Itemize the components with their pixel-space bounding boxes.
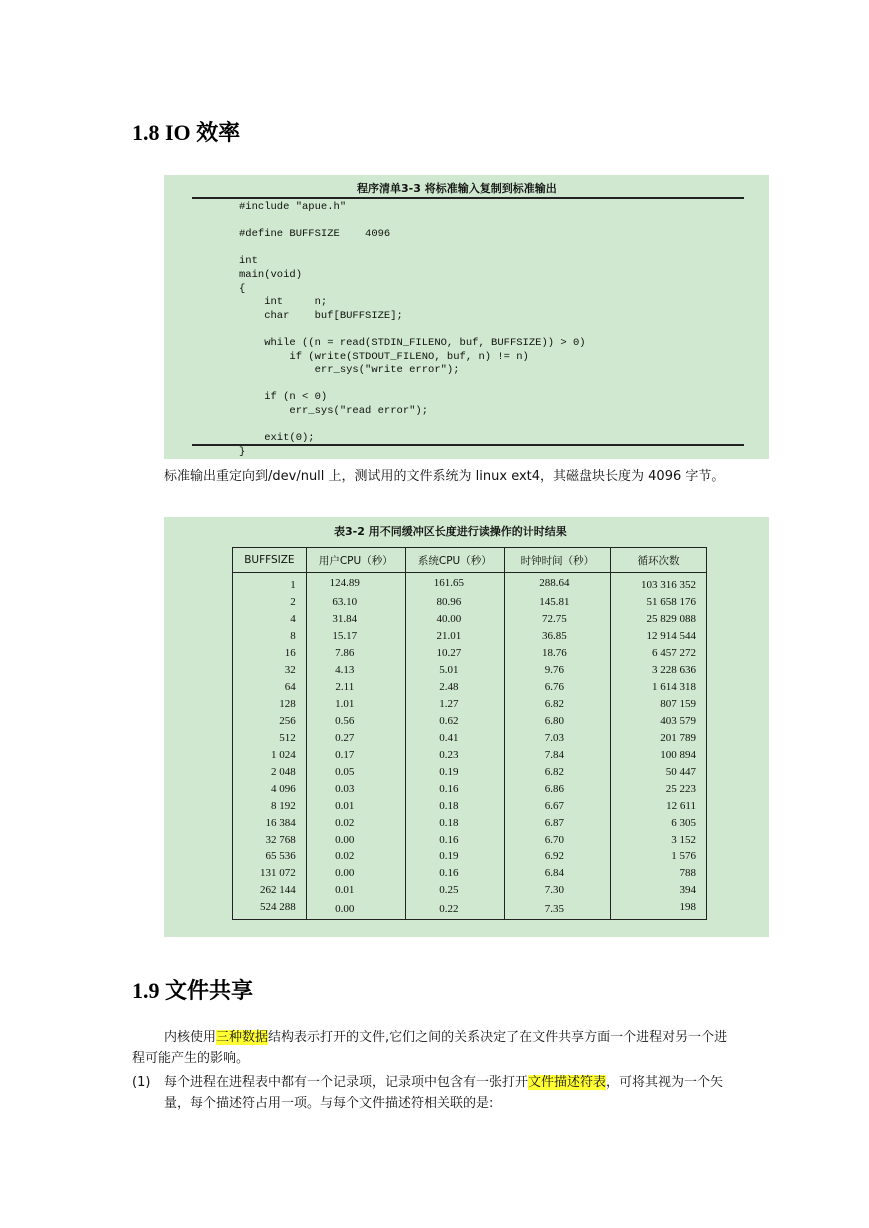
- table-cell: 3 228 636: [610, 662, 706, 679]
- table-cell: 6.84: [504, 865, 610, 882]
- highlighted-term: 文件描述符表: [528, 1075, 607, 1090]
- column-header: BUFFSIZE: [233, 548, 307, 573]
- code-line: char buf[BUFFSIZE];: [239, 309, 403, 322]
- table-cell: 201 789: [610, 729, 706, 746]
- table-cell: 12 611: [610, 797, 706, 814]
- table-cell: 0.16: [405, 865, 504, 882]
- table-row: [233, 713, 707, 730]
- table-cell: 6.70: [504, 831, 610, 848]
- table-row: [233, 763, 707, 780]
- table-row: [233, 594, 707, 611]
- table-cell: 0.16: [405, 780, 504, 797]
- table-cell: 4 096: [233, 780, 307, 797]
- table-cell: 7.03: [504, 729, 610, 746]
- table-cell: 0.03: [306, 780, 405, 797]
- table-cell: 18.76: [504, 645, 610, 662]
- table-body: [233, 573, 707, 920]
- listing-bottom-rule: [192, 444, 744, 446]
- table-cell: 50 447: [610, 763, 706, 780]
- column-header: 时钟时间（秒）: [504, 548, 610, 573]
- table-cell: 12 914 544: [610, 628, 706, 645]
- table-cell: 131 072: [233, 865, 307, 882]
- table-cell: 2.48: [405, 679, 504, 696]
- table-cell: 256: [233, 713, 307, 730]
- table-cell: 63.10: [306, 594, 405, 611]
- list-item-text: 每个进程在进程表中都有一个记录项，记录项中包含有一张打开: [164, 1075, 529, 1090]
- table-cell: 5.01: [405, 662, 504, 679]
- table-cell: 128: [233, 696, 307, 713]
- timing-table: [232, 547, 707, 920]
- table-cell: 0.23: [405, 746, 504, 763]
- table-row: [233, 573, 707, 594]
- table-cell: 145.81: [504, 594, 610, 611]
- table-cell: 21.01: [405, 628, 504, 645]
- code-listing-figure: [164, 175, 769, 459]
- table-row: [233, 865, 707, 882]
- table-cell: 0.22: [405, 899, 504, 919]
- column-header: 系统CPU（秒）: [405, 548, 504, 573]
- table-header-row: [233, 548, 707, 573]
- table-cell: 100 894: [610, 746, 706, 763]
- table-cell: 0.00: [306, 899, 405, 919]
- table-cell: 0.18: [405, 814, 504, 831]
- code-block: [239, 201, 586, 459]
- table-cell: 32 768: [233, 831, 307, 848]
- table-cell: 2.11: [306, 679, 405, 696]
- table-row: [233, 882, 707, 899]
- code-line: [239, 419, 586, 433]
- table-cell: 9.76: [504, 662, 610, 679]
- code-line: main(void): [239, 268, 303, 281]
- table-cell: 25 829 088: [610, 611, 706, 628]
- list-item-text: ，可将其视为一个矢量，每个描述符占用一项。与每个文件描述符相关联的是:: [164, 1075, 724, 1111]
- table-row: [233, 611, 707, 628]
- table-cell: 2: [233, 594, 307, 611]
- section-heading-file-sharing: 1.9 文件共享: [132, 978, 254, 1003]
- code-line: [239, 323, 586, 337]
- table-cell: 161.65: [405, 573, 504, 594]
- table-cell: 0.56: [306, 713, 405, 730]
- table-cell: 7.30: [504, 882, 610, 899]
- table-row: [233, 797, 707, 814]
- listing-caption: 程序清单3-3 将标准输入复制到标准输出: [357, 182, 557, 195]
- table-cell: 36.85: [504, 628, 610, 645]
- table-cell: 262 144: [233, 882, 307, 899]
- code-line: if (write(STDOUT_FILENO, buf, n) != n): [239, 350, 529, 363]
- table-cell: 15.17: [306, 628, 405, 645]
- table-cell: 103 316 352: [610, 573, 706, 594]
- table-cell: 0.02: [306, 814, 405, 831]
- code-line: }: [239, 445, 246, 458]
- table-cell: 80.96: [405, 594, 504, 611]
- table-cell: 6 457 272: [610, 645, 706, 662]
- table-cell: 65 536: [233, 848, 307, 865]
- table-cell: 1.27: [405, 696, 504, 713]
- code-line: {: [239, 282, 246, 295]
- table-cell: 403 579: [610, 713, 706, 730]
- code-line: err_sys("read error");: [239, 404, 429, 417]
- code-line: exit(0);: [239, 432, 315, 445]
- code-line: #define BUFFSIZE 4096: [239, 228, 391, 241]
- list-marker: (1): [132, 1075, 151, 1090]
- table-cell: 807 159: [610, 696, 706, 713]
- table-caption: 表3-2 用不同缓冲区长度进行读操作的计时结果: [334, 525, 567, 538]
- table-cell: 1: [233, 573, 307, 594]
- code-line: int: [239, 255, 258, 268]
- table-cell: 40.00: [405, 611, 504, 628]
- table-cell: 0.02: [306, 848, 405, 865]
- table-cell: 7.84: [504, 746, 610, 763]
- table-cell: 6.76: [504, 679, 610, 696]
- file-sharing-paragraph: [132, 1027, 738, 1069]
- code-line: [239, 242, 586, 256]
- table-cell: 7.35: [504, 899, 610, 919]
- table-cell: 6.92: [504, 848, 610, 865]
- table-cell: 7.86: [306, 645, 405, 662]
- table-cell: 1 024: [233, 746, 307, 763]
- timing-table-figure: [164, 517, 769, 937]
- table-cell: 0.01: [306, 797, 405, 814]
- table-cell: 16 384: [233, 814, 307, 831]
- table-cell: 394: [610, 882, 706, 899]
- table-cell: 64: [233, 679, 307, 696]
- table-cell: 6.67: [504, 797, 610, 814]
- table-cell: 6.80: [504, 713, 610, 730]
- redirect-paragraph: 标准输出重定向到/dev/null 上，测试用的文件系统为 linux ext4，其磁盘块长度为 4096 字节。: [164, 469, 725, 484]
- table-cell: 0.27: [306, 729, 405, 746]
- table-cell: 4: [233, 611, 307, 628]
- table-cell: 0.17: [306, 746, 405, 763]
- table-cell: 8 192: [233, 797, 307, 814]
- table-cell: 0.25: [405, 882, 504, 899]
- listing-top-rule: [192, 197, 744, 199]
- table-cell: 32: [233, 662, 307, 679]
- table-cell: 31.84: [306, 611, 405, 628]
- table-cell: 6.86: [504, 780, 610, 797]
- table-cell: 6.82: [504, 763, 610, 780]
- table-cell: 0.62: [405, 713, 504, 730]
- code-line: err_sys("write error");: [239, 364, 460, 377]
- code-line: #include "apue.h": [239, 201, 347, 213]
- table-cell: 0.00: [306, 831, 405, 848]
- table-cell: 25 223: [610, 780, 706, 797]
- table-cell: 788: [610, 865, 706, 882]
- table-cell: 524 288: [233, 899, 307, 919]
- table-cell: 124.89: [306, 573, 405, 594]
- section-heading-io-efficiency: 1.8 IO 效率: [132, 120, 241, 145]
- table-cell: 288.64: [504, 573, 610, 594]
- table-cell: 0.41: [405, 729, 504, 746]
- table-cell: 0.16: [405, 831, 504, 848]
- code-line: while ((n = read(STDIN_FILENO, buf, BUFFSIZE)) > 0): [239, 336, 586, 349]
- code-line: [239, 378, 586, 392]
- table-cell: 0.00: [306, 865, 405, 882]
- column-header: 循环次数: [610, 548, 706, 573]
- table-cell: 16: [233, 645, 307, 662]
- table-cell: 3 152: [610, 831, 706, 848]
- table-cell: 4.13: [306, 662, 405, 679]
- column-header: 用户CPU（秒）: [306, 548, 405, 573]
- code-line: if (n < 0): [239, 391, 328, 404]
- table-cell: 51 658 176: [610, 594, 706, 611]
- table-row: [233, 729, 707, 746]
- table-row: [233, 679, 707, 696]
- table-cell: 1 614 318: [610, 679, 706, 696]
- table-cell: 72.75: [504, 611, 610, 628]
- highlighted-term: 三种数据: [216, 1030, 269, 1045]
- code-line: int n;: [239, 296, 328, 309]
- table-cell: 512: [233, 729, 307, 746]
- table-cell: 0.01: [306, 882, 405, 899]
- table-row: [233, 899, 707, 919]
- table-cell: 8: [233, 628, 307, 645]
- table-cell: 1.01: [306, 696, 405, 713]
- table-row: [233, 814, 707, 831]
- table-cell: 0.05: [306, 763, 405, 780]
- table-row: [233, 628, 707, 645]
- code-line: [239, 215, 586, 229]
- table-cell: 0.18: [405, 797, 504, 814]
- table-row: [233, 746, 707, 763]
- table-cell: 1 576: [610, 848, 706, 865]
- table-cell: 2 048: [233, 763, 307, 780]
- paragraph-text: 结构表示打开的文件,它们之间的关系决定了在文件共享方面一个进程对另一个进程可能产生的影响。: [132, 1030, 728, 1066]
- table-cell: 6.87: [504, 814, 610, 831]
- table-cell: 6 305: [610, 814, 706, 831]
- table-cell: 10.27: [405, 645, 504, 662]
- table-cell: 0.19: [405, 848, 504, 865]
- table-row: [233, 662, 707, 679]
- table-row: [233, 780, 707, 797]
- table-row: [233, 696, 707, 713]
- list-item: [164, 1072, 738, 1114]
- table-cell: 198: [610, 899, 706, 919]
- table-row: [233, 848, 707, 865]
- table-row: [233, 645, 707, 662]
- paragraph-text: 内核使用: [164, 1030, 217, 1045]
- table-row: [233, 831, 707, 848]
- table-cell: 6.82: [504, 696, 610, 713]
- table-cell: 0.19: [405, 763, 504, 780]
